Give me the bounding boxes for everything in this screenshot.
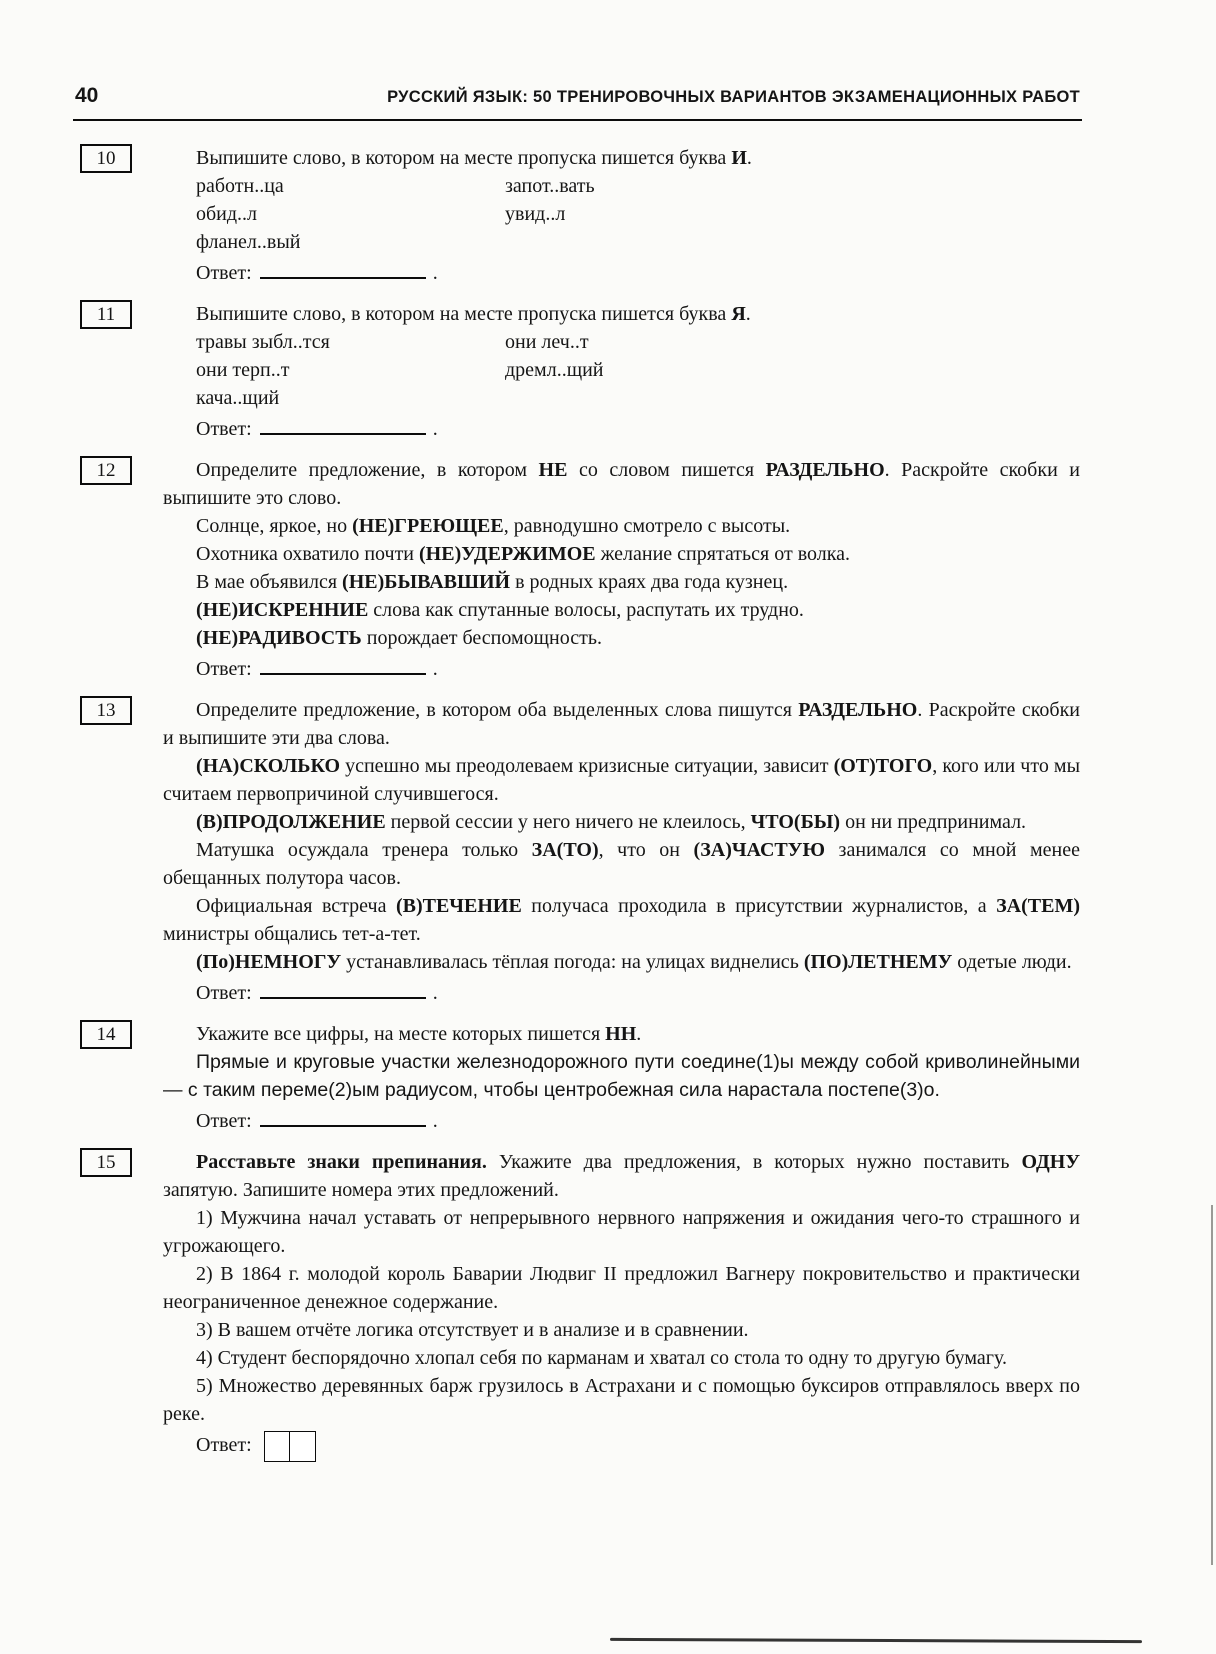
question-11 [96,300,1080,443]
option-sentence [163,1048,1080,1104]
bold-text-segment: НН [605,1023,637,1045]
option-sentence [163,512,1080,540]
running-header: РУССКИЙ ЯЗЫК: 50 ТРЕНИРОВОЧНЫХ ВАРИАНТОВ ЭКЗАМЕНАЦИОННЫХ РАБОТ [387,88,1080,106]
bold-text-segment: Я [731,303,746,325]
text-segment: одетые люди. [952,951,1072,973]
word-option: они терп..т [196,359,290,381]
text-segment: первой сессии у него ничего не клеилось, [385,811,751,833]
text-segment: Официальная встреча [196,895,396,917]
word-option: обид..л [196,203,258,225]
question-10 [96,144,1080,287]
text-segment: . Раскройте скобки и выпишите это слово. [163,459,1081,509]
text-segment: запятую. Запишите номера этих предложений. [163,1179,559,1201]
option-sentence [163,1260,1080,1316]
word-options [196,328,1080,412]
page-number: 40 [75,84,99,107]
option-sentence [163,808,1080,836]
option-sentence [163,568,1080,596]
header-rule [73,119,1082,121]
bold-text-segment: (ПО)ЛЕТНЕМУ [803,951,953,973]
question-body [163,1148,1080,1462]
bold-text-segment: (По)НЕМНОГУ [196,951,342,973]
page-header [75,84,1080,108]
answer-period: . [432,658,438,680]
text-segment: , равнодушно смотрело с высоты. [503,515,791,537]
question-body [163,144,1080,287]
answer-period: . [432,418,438,440]
question-body [163,456,1080,683]
text-segment: . Раскройте скобки и выпишите эти два слова. [163,699,1080,749]
text-segment: Выпишите слово, в котором на месте пропуска пишется буква [196,147,732,169]
answer-blank-line[interactable] [260,1111,426,1127]
text-segment: 2) В 1864 г. молодой король Баварии Людвиг II предложил Вагнеру покровительство и практически неограниченное денежное содержание. [163,1263,1080,1313]
answer-cell[interactable] [264,1431,291,1462]
option-sentence [163,1204,1080,1260]
bold-text-segment: (НА)СКОЛЬКО [196,755,341,777]
word-option: фланел..вый [196,231,301,253]
text-segment: . [636,1023,642,1045]
option-sentence [163,892,1080,948]
bold-text-segment: РАЗДЕЛЬНО [798,699,918,721]
bold-text-segment: (ОТ)ТОГО [833,755,933,777]
bold-text-segment: НЕ [538,459,568,481]
bold-text-segment: (В)ПРОДОЛЖЕНИЕ [196,811,386,833]
bold-text-segment: ОДНУ [1021,1151,1080,1173]
answer-cell[interactable] [289,1431,316,1462]
answer-label: Ответ: [196,418,252,440]
text-segment: . [746,147,752,169]
bold-text-segment: Расставьте знаки препинания. [196,1151,487,1173]
question-prompt [163,144,1080,172]
text-segment: занимался со мной менее обещанных полутора часов. [163,839,1080,889]
option-sentence [163,836,1080,892]
answer-row [196,415,1080,443]
option-sentence [163,540,1080,568]
question-number-box: 15 [80,1148,132,1177]
question-15 [96,1148,1080,1462]
answer-blank-line[interactable] [260,659,426,675]
text-segment: Прямые и круговые участки железнодорожного пути соедине(1)ы между собой криволинейными — с таким переме(2)ым радиусом, чтобы центробежная сила нарастала постепе(3)о. [163,1051,1080,1101]
word-option [505,228,1080,256]
word-option: они леч..т [505,331,589,353]
question-prompt [163,300,1080,328]
question-prompt [163,1020,1080,1048]
word-option: дремл..щий [505,359,604,381]
bold-text-segment: (ЗА)ЧАСТУЮ [693,839,825,861]
option-sentence [163,596,1080,624]
answer-period: . [432,1110,438,1132]
question-13 [96,696,1081,1007]
text-segment: Определите предложение, в котором [196,459,539,481]
bold-text-segment: (НЕ)ИСКРЕННИЕ [196,599,369,621]
answer-label: Ответ: [196,1110,252,1132]
question-prompt [163,456,1080,512]
answer-label: Ответ: [196,982,252,1004]
question-number-box: 14 [80,1020,132,1049]
text-segment: Матушка осуждала тренера только [196,839,532,861]
question-number-box: 11 [80,300,132,329]
questions-area [96,144,1081,1475]
text-segment: слова как спутанные волосы, распутать их трудно. [368,599,804,621]
answer-row [196,979,1080,1007]
text-segment: Определите предложение, в котором оба выделенных слова пишутся [196,699,799,721]
bold-text-segment: РАЗДЕЛЬНО [765,459,885,481]
question-body [163,300,1080,443]
answer-label: Ответ: [196,1434,252,1457]
text-segment: Выпишите слово, в котором на месте пропуска пишется буква [196,303,732,325]
text-segment: Укажите два предложения, в которых нужно поставить [486,1151,1022,1173]
question-prompt [163,1148,1080,1204]
word-option: травы зыбл..тся [196,331,330,353]
answer-boxes[interactable] [264,1431,317,1462]
answer-row [196,655,1080,683]
question-14 [96,1020,1080,1135]
option-sentence [163,624,1080,652]
question-12 [96,456,1081,683]
text-segment: , кого или что мы считаем первопричиной случившегося. [163,755,1081,805]
scan-artifact-right [1211,1205,1213,1565]
text-segment: успешно мы преодолеваем кризисные ситуации, зависит [340,755,834,777]
question-prompt [163,696,1080,752]
answer-row [196,1431,1080,1462]
question-body [163,696,1080,1007]
question-body [163,1020,1080,1135]
bold-text-segment: (НЕ)БЫВАВШИЙ [342,571,511,593]
word-option [505,384,1080,412]
answer-period: . [432,982,438,1004]
bold-text-segment: ЗА(ТО) [531,839,599,861]
answer-row [196,259,1080,287]
text-segment: он ни предпринимал. [840,811,1027,833]
text-segment: Солнце, яркое, но [196,515,353,537]
bold-text-segment: И [731,147,747,169]
text-segment: порождает беспомощность. [361,627,602,649]
answer-label: Ответ: [196,658,252,680]
answer-row [196,1107,1080,1135]
bold-text-segment: ЗА(ТЕМ) [996,895,1080,917]
text-segment: , что он [598,839,694,861]
text-segment: министры общались тет-а-тет. [163,923,421,945]
answer-period: . [432,262,438,284]
word-option: запот..вать [505,175,595,197]
text-segment: устанавливалась тёплая погода: на улицах виднелись [341,951,804,973]
question-number-box: 12 [80,456,132,485]
question-number-box: 13 [80,696,132,725]
text-segment: в родных краях два года кузнец. [510,571,789,593]
text-segment: 1) Мужчина начал уставать от непрерывного нервного напряжения и ожидания чего-то страшного и угрожающего. [163,1207,1080,1257]
text-segment: со словом пишется [567,459,766,481]
text-segment: . [745,303,751,325]
answer-blank-line[interactable] [260,419,426,435]
text-segment: желание спрятаться от волка. [595,543,851,565]
scan-artifact-bottom [610,1638,1142,1643]
bold-text-segment: (НЕ)ГРЕЮЩЕЕ [352,515,504,537]
bold-text-segment: (В)ТЕЧЕНИЕ [395,895,522,917]
text-segment: Укажите все цифры, на месте которых пишется [196,1023,606,1045]
question-number-box: 10 [80,144,132,173]
bold-text-segment: (НЕ)УДЕРЖИМОЕ [419,543,596,565]
bold-text-segment: (НЕ)РАДИВОСТЬ [196,627,362,649]
word-option: работн..ца [196,175,284,197]
bold-text-segment: ЧТО(БЫ) [750,811,841,833]
text-segment: 4) Студент беспорядочно хлопал себя по карманам и хватал со стола то одну то другую бумагу. [196,1347,1007,1369]
text-segment: 5) Множество деревянных барж грузилось в Астрахани и с помощью буксиров отправлялось вверх по реке. [163,1375,1080,1425]
option-sentence [163,948,1080,976]
text-segment: В мае объявился [196,571,343,593]
text-segment: 3) В вашем отчёте логика отсутствует и в анализе и в сравнении. [196,1319,749,1341]
word-options [196,172,1080,256]
answer-blank-line[interactable] [260,983,426,999]
option-sentence [163,1372,1080,1428]
text-segment: Охотника охватило почти [196,543,420,565]
text-segment: получаса проходила в присутствии журналистов, а [521,895,997,917]
option-sentence [163,1316,1080,1344]
answer-label: Ответ: [196,262,252,284]
option-sentence [163,752,1080,808]
word-option: увид..л [505,203,566,225]
option-sentence [163,1344,1080,1372]
answer-blank-line[interactable] [260,263,426,279]
word-option: кача..щий [196,387,280,409]
